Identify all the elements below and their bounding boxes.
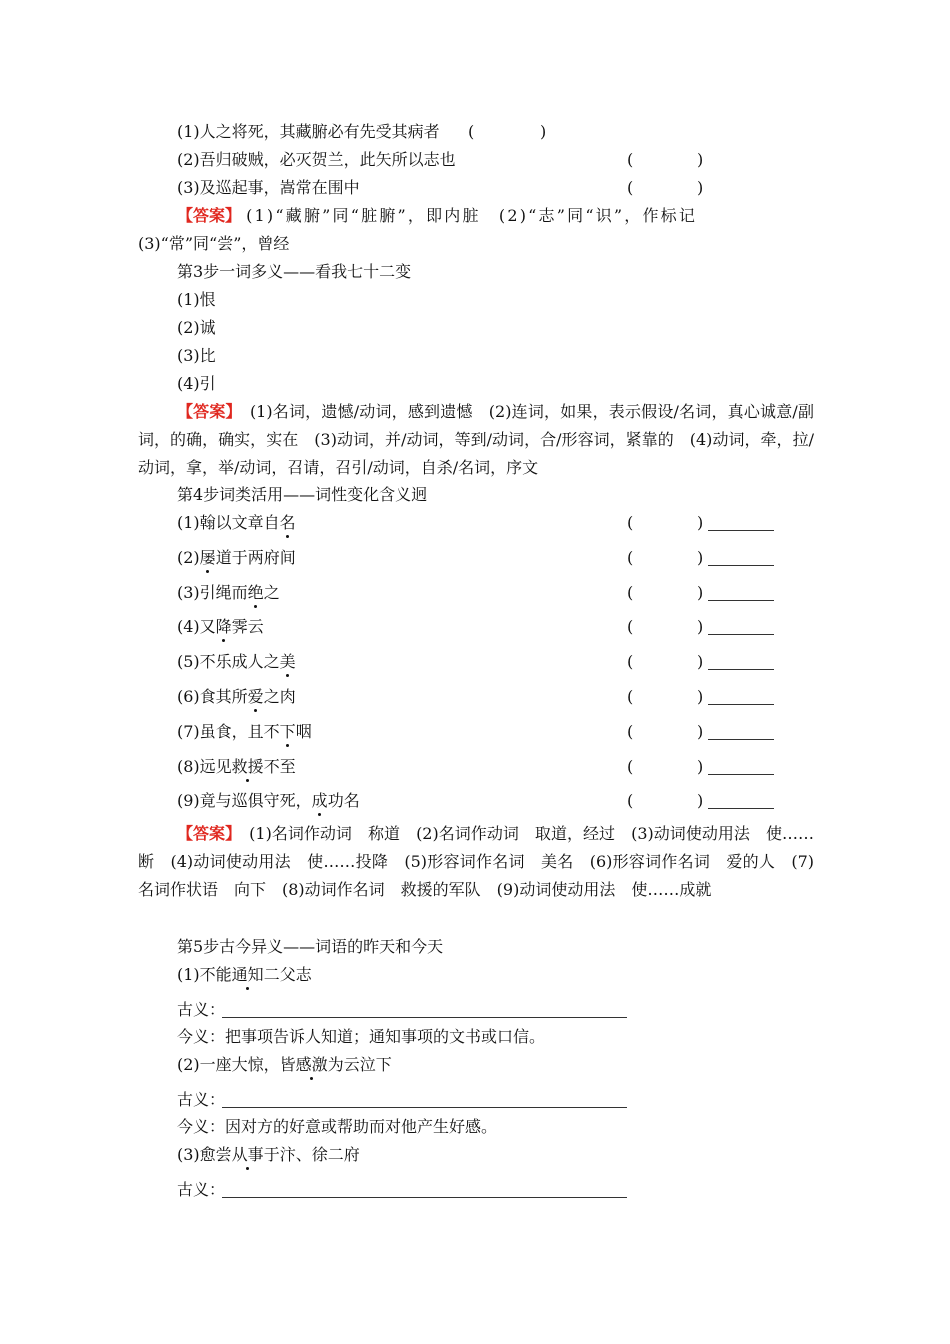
dotted-word: 下	[279, 722, 296, 741]
answer-paren-open: (	[627, 513, 634, 532]
conversion-item: (9)竟与巡俱守死，成功名	[177, 791, 360, 810]
answer-paren-open: (	[627, 687, 634, 706]
dotted-word: 从事	[231, 1145, 264, 1164]
answer-tag: 【答案】	[177, 206, 242, 225]
answer-blank[interactable]	[708, 530, 774, 531]
answer-paren-open: (	[627, 722, 634, 741]
answer-blank[interactable]	[708, 739, 774, 740]
answer-blank[interactable]	[708, 565, 774, 566]
conversion-item: (2)屡道于两府间	[177, 548, 296, 567]
dotted-word: 名	[279, 513, 296, 532]
answer-paren-close: )	[697, 178, 704, 197]
answer-paren-close: )	[697, 583, 704, 602]
tongjia-item: (2)吾归破贼，必灭贺兰，此矢所以志也	[177, 150, 456, 169]
answer-blank[interactable]	[708, 808, 774, 809]
answer-paren-close: )	[697, 617, 704, 636]
polysemy-item: (1)恨	[177, 290, 216, 309]
ancient-modern-item: (3)愈尝从事于汴、徐二府	[177, 1145, 360, 1164]
answer-tag: 【答案】	[177, 824, 234, 843]
answer-paren-close: )	[697, 513, 704, 532]
ancient-modern-item: (1)不能通知二父志	[177, 965, 312, 984]
answer-paren-open: (	[627, 150, 634, 169]
answer-text: (1)“藏腑”同“脏腑”，即内脏 (2)“志”同“识”，作标记	[246, 206, 698, 225]
answer-paren-open: (	[627, 583, 634, 602]
answer-text: (1)名词，遗憾/动词，感到遗憾 (2)连词，如果，表示假设/名词，真心诚意/副词，的确，确实，实在 (3)动词，并/动词，等到/动词，合/形容词，紧靠的 (4)动词，牵，拉/动词，拿，举/动词，召请，召引/动词，自杀/名词，序文	[138, 402, 814, 477]
answer-paren-open: (	[627, 652, 634, 671]
answer-tag: 【答案】	[177, 402, 234, 421]
conversion-item: (1)翰以文章自名	[177, 513, 296, 532]
conversion-item: (3)引绳而绝之	[177, 583, 280, 602]
answer-paren-close: )	[697, 150, 704, 169]
answer-blank[interactable]	[708, 704, 774, 705]
dotted-word: 成	[311, 791, 328, 810]
answer-paren-open: (	[627, 548, 634, 567]
conversion-item: (7)虽食，且不下咽	[177, 722, 312, 741]
ancient-meaning-blank[interactable]	[222, 1197, 627, 1198]
ancient-meaning-blank[interactable]	[222, 1107, 627, 1108]
tongjia-answer-cont: (3)“常”同“尝”，曾经	[138, 234, 290, 253]
ancient-meaning-blank[interactable]	[222, 1017, 627, 1018]
dotted-word: 爱	[247, 687, 264, 706]
answer-paren-open: (	[468, 122, 475, 141]
answer-paren-close: )	[697, 722, 704, 741]
ancient-meaning-label: 古义：	[177, 1090, 226, 1109]
ancient-modern-item: (2)一座大惊，皆感激为云泣下	[177, 1055, 392, 1074]
section-title: 第3步一词多义——看我七十二变	[177, 262, 412, 281]
conversion-item: (4)又降霁云	[177, 617, 264, 636]
conversion-item: (6)食其所爱之肉	[177, 687, 296, 706]
dotted-word: 感激	[295, 1055, 328, 1074]
answer-paren-close: )	[697, 652, 704, 671]
polysemy-item: (3)比	[177, 346, 216, 365]
section-title: 第4步词类活用——词性变化含义迥	[177, 485, 428, 504]
answer-paren-close: )	[697, 687, 704, 706]
answer-paren-open: (	[627, 757, 634, 776]
modern-meaning: 今义：把事项告诉人知道；通知事项的文书或口信。	[177, 1027, 546, 1046]
answer-paren-open: (	[627, 791, 634, 810]
polysemy-answer	[138, 398, 814, 482]
conversion-item: (5)不乐成人之美	[177, 652, 296, 671]
dotted-word: 屡	[199, 548, 216, 567]
dotted-word: 降	[215, 617, 232, 636]
ancient-meaning-label: 古义：	[177, 1000, 226, 1019]
tongjia-item: (3)及巡起事，嵩常在围中	[177, 178, 360, 197]
conversion-answer	[138, 820, 814, 904]
answer-blank[interactable]	[708, 669, 774, 670]
answer-paren-close: )	[540, 122, 547, 141]
answer-text: (1)名词作动词 称道 (2)名词作动词 取道，经过 (3)动词使动用法 使……断 (4)动词使动用法 使……投降 (5)形容词作名词 美名 (6)形容词作名词 爱的人 (7)名词作状语 向下 (8)动词作名词 救援的军队 (9)动词使动用法 使……成就	[138, 824, 814, 899]
polysemy-item: (4)引	[177, 374, 216, 393]
answer-blank[interactable]	[708, 600, 774, 601]
answer-blank[interactable]	[708, 774, 774, 775]
dotted-word: 通知	[231, 965, 264, 984]
modern-meaning: 今义：因对方的好意或帮助而对他产生好感。	[177, 1117, 498, 1136]
answer-blank[interactable]	[708, 634, 774, 635]
dotted-word: 绝	[247, 583, 264, 602]
dotted-word: 美	[279, 652, 296, 671]
answer-paren-close: )	[697, 548, 704, 567]
polysemy-item: (2)诚	[177, 318, 216, 337]
tongjia-answer	[177, 206, 697, 226]
dotted-word: 救援	[231, 757, 264, 776]
answer-paren-close: )	[697, 757, 704, 776]
ancient-meaning-label: 古义：	[177, 1180, 226, 1199]
conversion-item: (8)远见救援不至	[177, 757, 296, 776]
answer-paren-open: (	[627, 617, 634, 636]
answer-paren-close: )	[697, 791, 704, 810]
section-title: 第5步古今异义——词语的昨天和今天	[177, 937, 444, 956]
tongjia-item: (1)人之将死，其藏腑必有先受其病者	[177, 122, 440, 141]
answer-paren-open: (	[627, 178, 634, 197]
